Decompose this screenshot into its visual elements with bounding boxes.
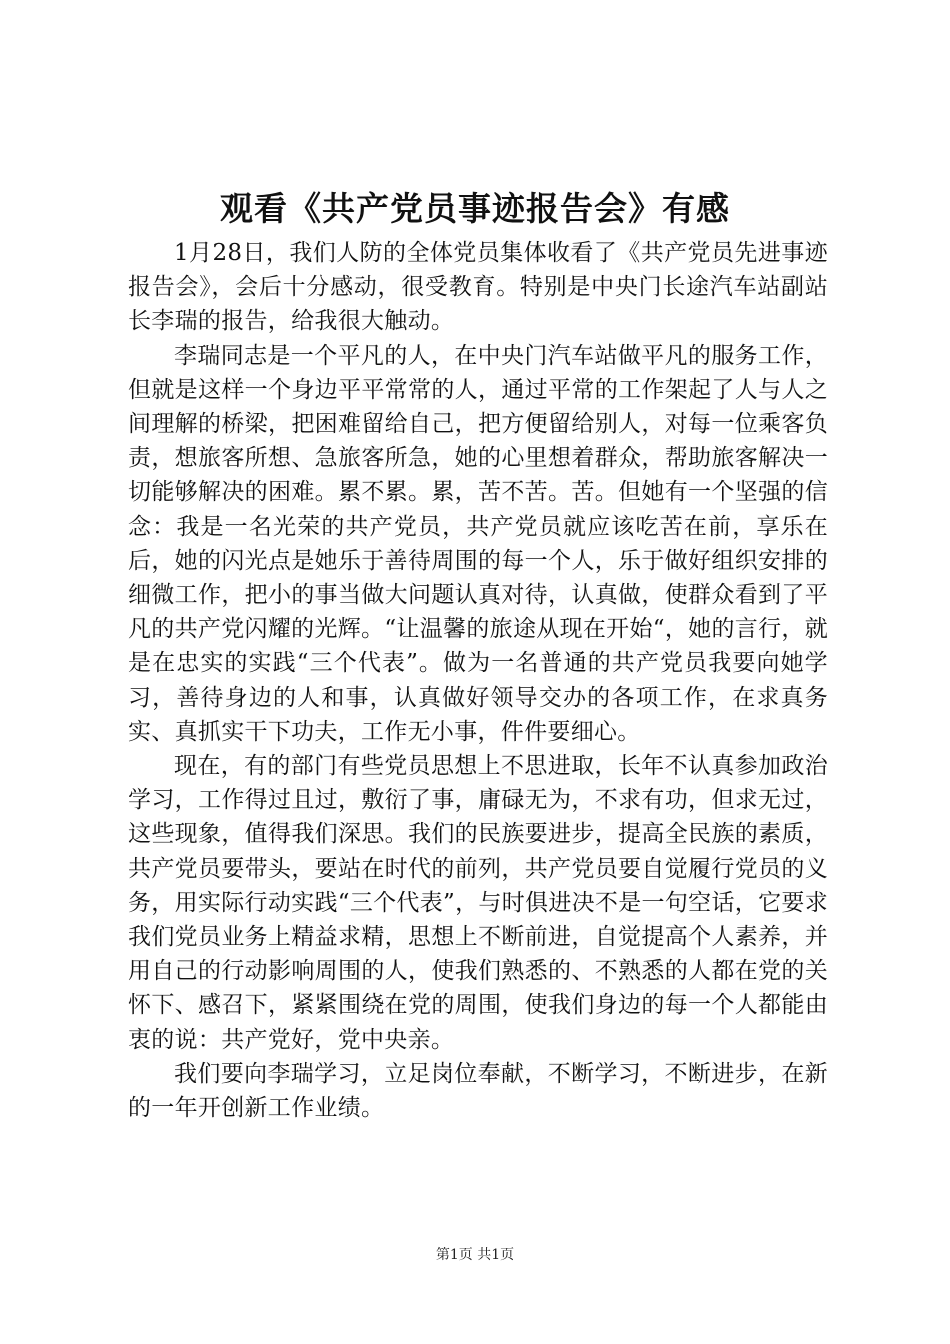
page-number-footer: 第1页 共1页 [435, 1247, 515, 1263]
paragraph-1: 1月28日，我们人防的全体党员集体收看了《共产党员先进事迹报告会》，会后十分感动，很受教育。特别是中央门长途汽车站副站长李瑞的报告，给我很大触动。 [128, 240, 828, 335]
paragraph-2: 李瑞同志是一个平凡的人，在中央门汽车站做平凡的服务工作，但就是这样一个身边平平常常的人，通过平常的工作架起了人与人之间理解的桥梁，把困难留给自己，把方便留给别人，对每一位乘客负责，想旅客所想、急旅客所急，她的心里想着群众，帮助旅客解决一切能够解决的困难。累不累。累，苦不苦。苦。但她有一个坚强的信念：我是一名光荣的共产党员，共产党员就应该吃苦在前，享乐在后，她的闪光点是她乐于善待周围的每一个人，乐于做好组织安排的细微工作，把小的事当做大问题认真对待，认真做，使群众看到了平凡的共产党闪耀的光辉。“让温馨的旅途从现在开始“，她的言行，就是在忠实的实践“三个代表”。做为一名普通的共产党员我要向她学习，善待身边的人和事，认真做好领导交办的各项工作，在求真务实、真抓实干下功夫，工作无小事，件件要细心。 [128, 342, 828, 745]
paragraph-4: 我们要向李瑞学习，立足岗位奉献，不断学习，不断进步，在新的一年开创新工作业绩。 [128, 1060, 828, 1122]
document-body [128, 236, 828, 1125]
document-title: 观看《共产党员事迹报告会》有感 [220, 189, 730, 228]
paragraph-3: 现在，有的部门有些党员思想上不思进取，长年不认真参加政治学习，工作得过且过，敷衍了事，庸碌无为，不求有功，但求无过，这些现象，值得我们深思。我们的民族要进步，提高全民族的素质，共产党员要带头，要站在时代的前列，共产党员要自觉履行党员的义务，用实际行动实践“三个代表”，与时俱进决不是一句空话，它要求我们党员业务上精益求精，思想上不断前进，自觉提高个人素养，并用自己的行动影响周围的人，使我们熟悉的、不熟悉的人都在党的关怀下、感召下，紧紧围绕在党的周围，使我们身边的每一个人都能由衷的说：共产党好，党中央亲。 [128, 753, 828, 1053]
